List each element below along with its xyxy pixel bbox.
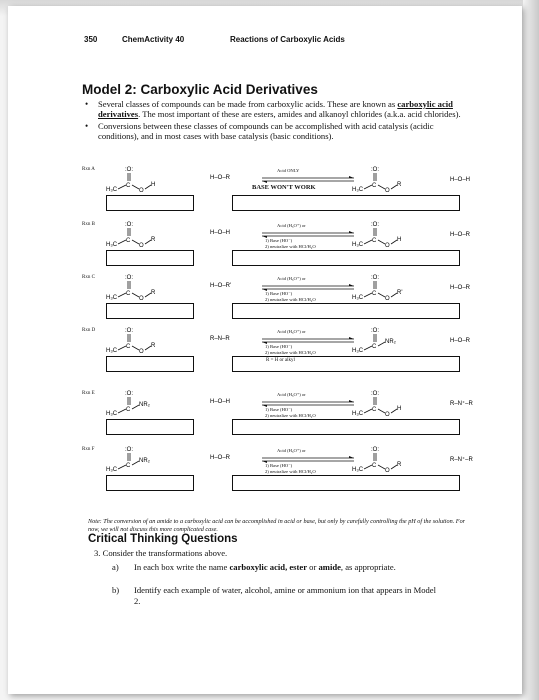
oxygen-label: :O: <box>371 447 380 453</box>
condition-2: 1) Base (HO⁻) <box>265 238 293 243</box>
nucleophile-label: H–O–R <box>210 175 231 181</box>
methyl-label: H₃C <box>352 187 364 193</box>
methyl-label: H₃C <box>106 295 118 301</box>
methyl-label: H₃C <box>106 348 118 354</box>
condition-3: 2) neutralize with HCl/H₂O <box>265 413 316 418</box>
carbon-label: C <box>126 238 131 244</box>
reaction-row <box>82 167 476 227</box>
condition-3: 2) neutralize with HCl/H₂O <box>265 350 316 355</box>
carbon-label: C <box>126 344 131 350</box>
methyl-label: H₃C <box>106 242 118 248</box>
methyl-label: H₃C <box>352 295 364 301</box>
oxygen-label: :O: <box>371 391 380 397</box>
reaction-label: Rxn B <box>82 222 95 227</box>
oxygen-label: :O: <box>371 328 380 334</box>
bond <box>118 465 126 469</box>
carbon-label: C <box>372 407 377 413</box>
reaction-row <box>82 447 476 507</box>
methyl-label: H₃C <box>352 348 364 354</box>
condition-1: Acid (H₃O⁺) or <box>277 329 306 334</box>
reactant-answer-box[interactable] <box>106 356 194 372</box>
book-title: ChemActivity 40 <box>122 35 185 44</box>
methyl-label: H₃C <box>106 467 118 473</box>
condition-3: 2) neutralize with HCl/H₂O <box>265 244 316 249</box>
oxygen-label: :O: <box>125 447 134 453</box>
oxygen-label: O <box>139 243 144 249</box>
reactant-answer-box[interactable] <box>106 419 194 435</box>
page-number: 350 <box>84 35 98 44</box>
oxygen-label: O <box>385 296 390 302</box>
substituent-label: R <box>151 237 156 243</box>
reaction-row <box>82 391 476 451</box>
product-answer-box[interactable] <box>232 250 460 266</box>
substituent-label: NR₂ <box>139 458 150 464</box>
bond <box>132 185 139 189</box>
byproduct-label: R–N⁺–R <box>450 457 473 463</box>
carbon-label: C <box>126 183 131 189</box>
product-answer-box[interactable] <box>232 195 460 211</box>
bond <box>378 342 385 346</box>
oxygen-label: :O: <box>125 391 134 397</box>
bond <box>118 346 126 350</box>
bullet-1-term: carboxylic acid derivatives <box>98 99 453 120</box>
nucleophile-label: R–N–R <box>210 336 230 342</box>
reactant-answer-box[interactable] <box>106 195 194 211</box>
carbon-label: C <box>372 344 377 350</box>
methyl-label: H₃C <box>352 242 364 248</box>
carbon-label: C <box>372 238 377 244</box>
critical-thinking-title: Critical Thinking Questions <box>88 533 238 545</box>
bond <box>118 293 126 297</box>
reaction-row <box>82 222 476 282</box>
oxygen-label: :O: <box>125 275 134 281</box>
question-3a: a) In each box write the name carboxylic acid, ester or amide, as appropriate. <box>112 562 396 572</box>
byproduct-label: H–O–H <box>450 177 471 183</box>
bullet-1: • Several classes of compounds can be made from carboxylic acids. These are known as carboxylic acid derivatives. The most important of these are esters, amides and alkanoyl chlorides (a.k.a. acid chlorides). <box>84 99 466 120</box>
carbon-label: C <box>372 463 377 469</box>
substituent-label: NR₂ <box>385 339 396 345</box>
bond <box>378 409 385 413</box>
methyl-label: H₃C <box>106 187 118 193</box>
product-answer-box[interactable] <box>232 475 460 491</box>
question-3b: b) Identify each example of water, alcohol, amine or ammonium ion that appears in Model 2. <box>112 585 437 606</box>
oxygen-label: :O: <box>371 222 380 228</box>
chapter-title: Reactions of Carboxylic Acids <box>230 35 345 44</box>
carbon-label: C <box>372 291 377 297</box>
bond <box>132 461 139 465</box>
nucleophile-label: H–O–H <box>210 399 231 405</box>
oxygen-label: O <box>385 243 390 249</box>
substituent-label: R <box>397 462 402 468</box>
oxygen-label: O <box>139 188 144 194</box>
bond <box>364 346 372 350</box>
bond <box>378 240 385 244</box>
byproduct-label: H–O–R <box>450 338 471 344</box>
byproduct-label: R–N⁺–R <box>450 401 473 407</box>
condition-2: 1) Base (HO⁻) <box>265 291 293 296</box>
oxygen-label: :O: <box>125 328 134 334</box>
methyl-label: H₃C <box>106 411 118 417</box>
reaction-label: Rxn F <box>82 447 95 452</box>
bond <box>378 185 385 189</box>
model-title: Model 2: Carboxylic Acid Derivatives <box>82 82 318 97</box>
bond <box>364 240 372 244</box>
carbon-label: C <box>126 291 131 297</box>
nucleophile-label: H–O–H <box>210 230 231 236</box>
bond <box>378 293 385 297</box>
bullet-2: • Conversions between these classes of compounds can be accomplished with acid catalysis (acidic conditions), and in most cases with base catalysis (basic conditions). <box>84 121 466 142</box>
footnote: Note: The conversion of an amide to a carboxylic acid can be accomplished in acid or base, but only by carefully controlling the pH of the solution. For now, we will not discuss this more complicated case. <box>88 518 466 533</box>
question-3: 3. Consider the transformations above. <box>94 548 228 558</box>
reaction-label: Rxn E <box>82 391 95 396</box>
substituent-label: R' <box>397 290 403 296</box>
condition-3: 2) neutralize with HCl/H₂O <box>265 469 316 474</box>
condition-1: Acid (H₃O⁺) or <box>277 276 306 281</box>
reaction-label: Rxn C <box>82 275 95 280</box>
arrowhead <box>349 337 354 339</box>
arrowhead <box>349 456 354 458</box>
bond <box>132 240 139 244</box>
carbon-label: C <box>126 407 131 413</box>
condition-1: Acid ONLY <box>277 168 300 173</box>
bond <box>118 240 126 244</box>
r-definition: R = H or alkyl <box>266 358 295 363</box>
oxygen-label: :O: <box>125 167 134 173</box>
condition-3: 2) neutralize with HCl/H₂O <box>265 297 316 302</box>
condition-1: Acid (H₃O⁺) or <box>277 392 306 397</box>
condition-2: 1) Base (HO⁻) <box>265 463 293 468</box>
substituent-label: H <box>397 237 402 243</box>
arrowhead <box>349 400 354 402</box>
substituent-label: H <box>397 406 402 412</box>
condition-1: Acid (H₃O⁺) or <box>277 223 306 228</box>
arrowhead <box>349 284 354 286</box>
carbon-label: C <box>126 463 131 469</box>
bond <box>118 185 126 189</box>
substituent-label: NR₂ <box>139 402 150 408</box>
bond <box>364 465 372 469</box>
bond <box>132 405 139 409</box>
condition-1: Acid (H₃O⁺) or <box>277 448 306 453</box>
oxygen-label: O <box>385 468 390 474</box>
bond <box>364 185 372 189</box>
oxygen-label: :O: <box>371 167 380 173</box>
methyl-label: H₃C <box>352 411 364 417</box>
product-answer-box[interactable] <box>232 303 460 319</box>
bond <box>132 293 139 297</box>
condition-2: 1) Base (HO⁻) <box>265 344 293 349</box>
bond <box>132 346 139 350</box>
bond <box>378 465 385 469</box>
oxygen-label: :O: <box>125 222 134 228</box>
nucleophile-label: H–O–R <box>210 455 231 461</box>
substituent-label: R <box>397 182 402 188</box>
byproduct-label: H–O–R <box>450 232 471 238</box>
oxygen-label: O <box>139 349 144 355</box>
bond <box>364 409 372 413</box>
reactant-answer-box[interactable] <box>106 250 194 266</box>
condition-2: 1) Base (HO⁻) <box>265 407 293 412</box>
reaction-label: Rxn A <box>82 167 95 172</box>
reaction-row <box>82 275 476 335</box>
carbon-label: C <box>372 183 377 189</box>
substituent-label: H <box>151 182 156 188</box>
page-shadow-right <box>523 0 539 700</box>
condition-2: BASE WON'T WORK <box>252 184 316 191</box>
substituent-label: R <box>151 343 156 349</box>
oxygen-label: :O: <box>371 275 380 281</box>
reaction-label: Rxn D <box>82 328 96 333</box>
bond <box>364 293 372 297</box>
product-answer-box[interactable] <box>232 419 460 435</box>
reactant-answer-box[interactable] <box>106 475 194 491</box>
methyl-label: H₃C <box>352 467 364 473</box>
bond <box>118 409 126 413</box>
oxygen-label: O <box>139 296 144 302</box>
byproduct-label: H–O–R <box>450 285 471 291</box>
model-bullets <box>84 99 466 143</box>
substituent-label: R <box>151 290 156 296</box>
reactant-answer-box[interactable] <box>106 303 194 319</box>
oxygen-label: O <box>385 412 390 418</box>
oxygen-label: O <box>385 188 390 194</box>
nucleophile-label: H–O–R' <box>210 283 232 289</box>
